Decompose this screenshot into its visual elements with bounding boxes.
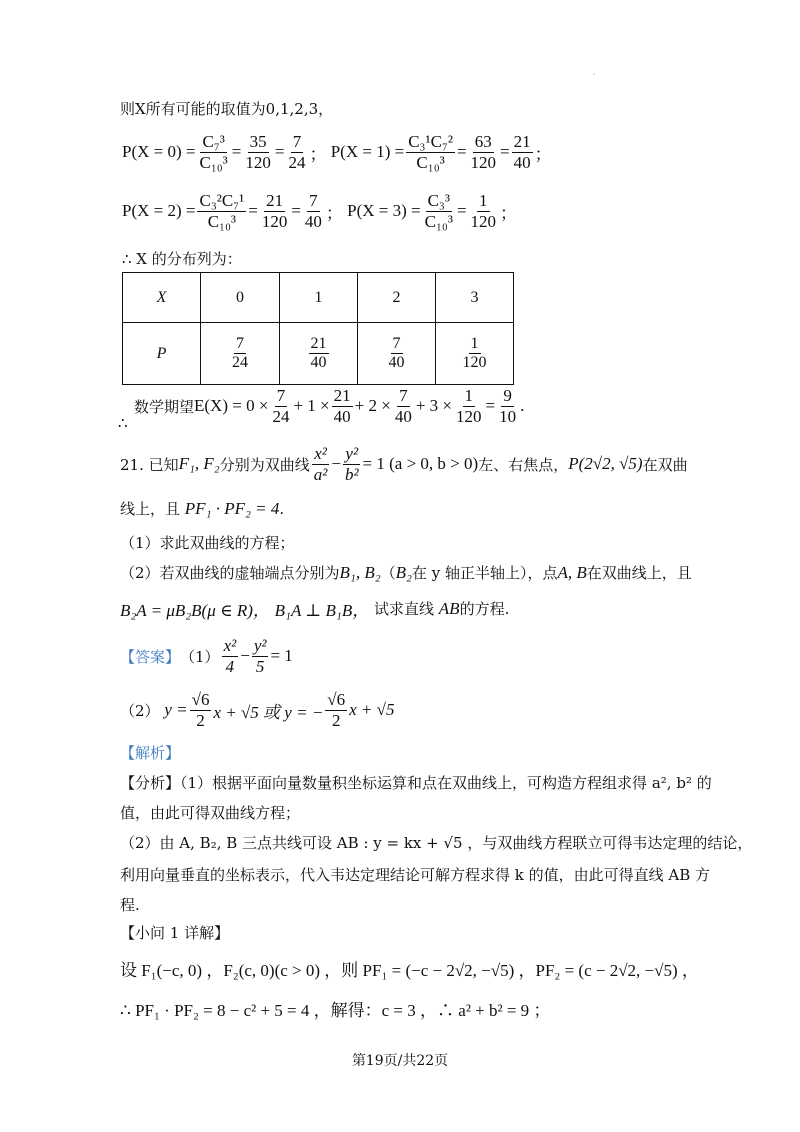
sub1-line-1: 设 F₁(−c, 0) ，F₂(c, 0)(c > 0) ，则 PF₁ = (−c − 2√2, −√5) ，PF₂ = (c − 2√2, −√5) ，	[120, 961, 699, 980]
p0-frac1: $\frac{35}{120}$	[245, 132, 271, 172]
analysis-line-4: 利用向量垂直的坐标表示，代入韦达定理结论可解方程求得 k 的值，由此可得直线 AB 方	[120, 866, 711, 884]
p2-lhs: P(X = 2) =	[122, 201, 196, 221]
p0-comb-frac: $\frac{\text{C₇³}}{\text{C₁₀³}}$	[199, 132, 228, 172]
table-cell: P	[123, 323, 201, 385]
table-cell: $\frac{1}{120}$	[436, 323, 514, 385]
p0-lhs: P(X = 0) =	[122, 142, 196, 162]
sub1-line-2: ∴ PF₁ · PF₂ = 8 − c² + 5 = 4 ，解得：c = 3 ，∴ a² + b² = 9 ；	[120, 1001, 551, 1020]
expectation-line: 数学期望 E(X) = 0 × $\frac{7}{24}$ + 1 × $\frac{21}{40}$ + 2 × $\frac{7}{40}$ + 3 × $\frac{1}{120}$ = $\frac{9}{10}$ .	[134, 386, 525, 426]
p1-frac1: $\frac{63}{120}$	[470, 132, 497, 172]
q21-line-1: 21. 已知 F₁, F₂ 分别为双曲线 $\frac{\text{x²}}{\text{a²}}$ − $\frac{\text{y²}}{\text{b²}}$ = 1 (a > 0, b > 0) 左、右焦点， P(2√2, √5) 在双曲	[120, 444, 688, 484]
p3-frac1: $\frac{1}{120}$	[470, 191, 497, 231]
p2-frac1: $\frac{21}{120}$	[261, 191, 288, 231]
table-cell: $\frac{7}{40}$	[358, 323, 436, 385]
answer-line-2: （2） y = $\frac{√6}{2}$ x + √5 或 y = − $\frac{√6}{2}$ x + √5	[120, 690, 395, 730]
table-cell: $\frac{21}{40}$	[280, 323, 358, 385]
prob-line-2: P(X = 2) = $\frac{\text{C₃²C₇¹}}{\text{C₁₀³}}$ = $\frac{21}{120}$ = $\frac{7}{40}$ ； P(X = 3) = $\frac{\text{C₃³}}{\text{C₁₀³}}$ = $\frac{1}{120}$ ；	[122, 191, 518, 231]
p1-frac2: $\frac{21}{40}$	[513, 132, 531, 172]
page-footer: 第19页/共22页	[351, 1053, 449, 1069]
p0-frac2: $\frac{7}{24}$	[288, 132, 306, 172]
therefore-symbol: ∴	[118, 414, 128, 432]
answer-line-1: 【答案】 （1） $\frac{\text{x²}}{4}$ − $\frac{\text{y²}}{5}$ = 1	[120, 636, 293, 676]
analysis-line-5: 程.	[120, 896, 140, 914]
q21-part1: （1）求此双曲线的方程；	[120, 534, 295, 552]
dist-title: ∴ X 的分布列为：	[122, 250, 242, 268]
p3-lhs: P(X = 3) =	[347, 201, 421, 221]
p1-lhs: P(X = 1) =	[330, 142, 405, 162]
distribution-table	[122, 272, 514, 385]
jiexi-tag: 【解析】	[120, 744, 181, 762]
q21-line-3: B₂A = μB₂B(μ ∈ R)， B₁A ⊥ B₁B， 试求直线 AB 的方程.	[120, 598, 510, 620]
analysis-line-2: 值，由此可得双曲线方程；	[120, 804, 301, 822]
answer-tag: 【答案】	[120, 647, 181, 666]
table-cell: 2	[358, 273, 436, 323]
p2-comb-frac: $\frac{\text{C₃²C₇¹}}{\text{C₁₀³}}$	[199, 191, 245, 231]
analysis-line-3: （2）由 A, B₂, B 三点共线可设 AB : y = kx + √5 ，与双曲线方程联立可得韦达定理的结论，	[120, 834, 753, 852]
table-cell: X	[123, 273, 201, 323]
p3-comb-frac: $\frac{\text{C₃³}}{\text{C₁₀³}}$	[424, 191, 453, 231]
analysis-line-1: 【分析】（1）根据平面向量数量积坐标运算和点在双曲线上，可构造方程组求得 a², b² 的	[120, 774, 712, 792]
prob-line-1: P(X = 0) = $\frac{\text{C₇³}}{\text{C₁₀³}}$ = $\frac{35}{120}$ = $\frac{7}{24}$ ； P(X = 1) = $\frac{\text{C₃¹C₇²}}{\text{C₁₀³}}$ = $\frac{63}{120}$ = $\frac{21}{40}$ ；	[122, 132, 552, 172]
table-cell: 0	[201, 273, 280, 323]
q21-line-2: 线上，且 PF₁ · PF₂ = 4 .	[120, 498, 285, 518]
p1-comb-frac: $\frac{\text{C₃¹C₇²}}{\text{C₁₀³}}$	[408, 132, 453, 172]
q21-part2: （2）若双曲线的虚轴端点分别为 B₁, B₂ （ B₂ 在 y 轴正半轴上），点 A, B 在双曲线上，且	[120, 562, 692, 582]
table-cell: 1	[280, 273, 358, 323]
table-row-header	[123, 273, 514, 323]
intro-text: 则X所有可能的取值为0,1,2,3，	[120, 100, 334, 118]
sub1-tag: 【小问 1 详解】	[120, 924, 230, 942]
table-row-prob	[123, 323, 514, 385]
scan-dot: ·	[593, 70, 596, 79]
table-cell: 3	[436, 273, 514, 323]
table-cell: $\frac{7}{24}$	[201, 323, 280, 385]
p2-frac2: $\frac{7}{40}$	[304, 191, 322, 231]
